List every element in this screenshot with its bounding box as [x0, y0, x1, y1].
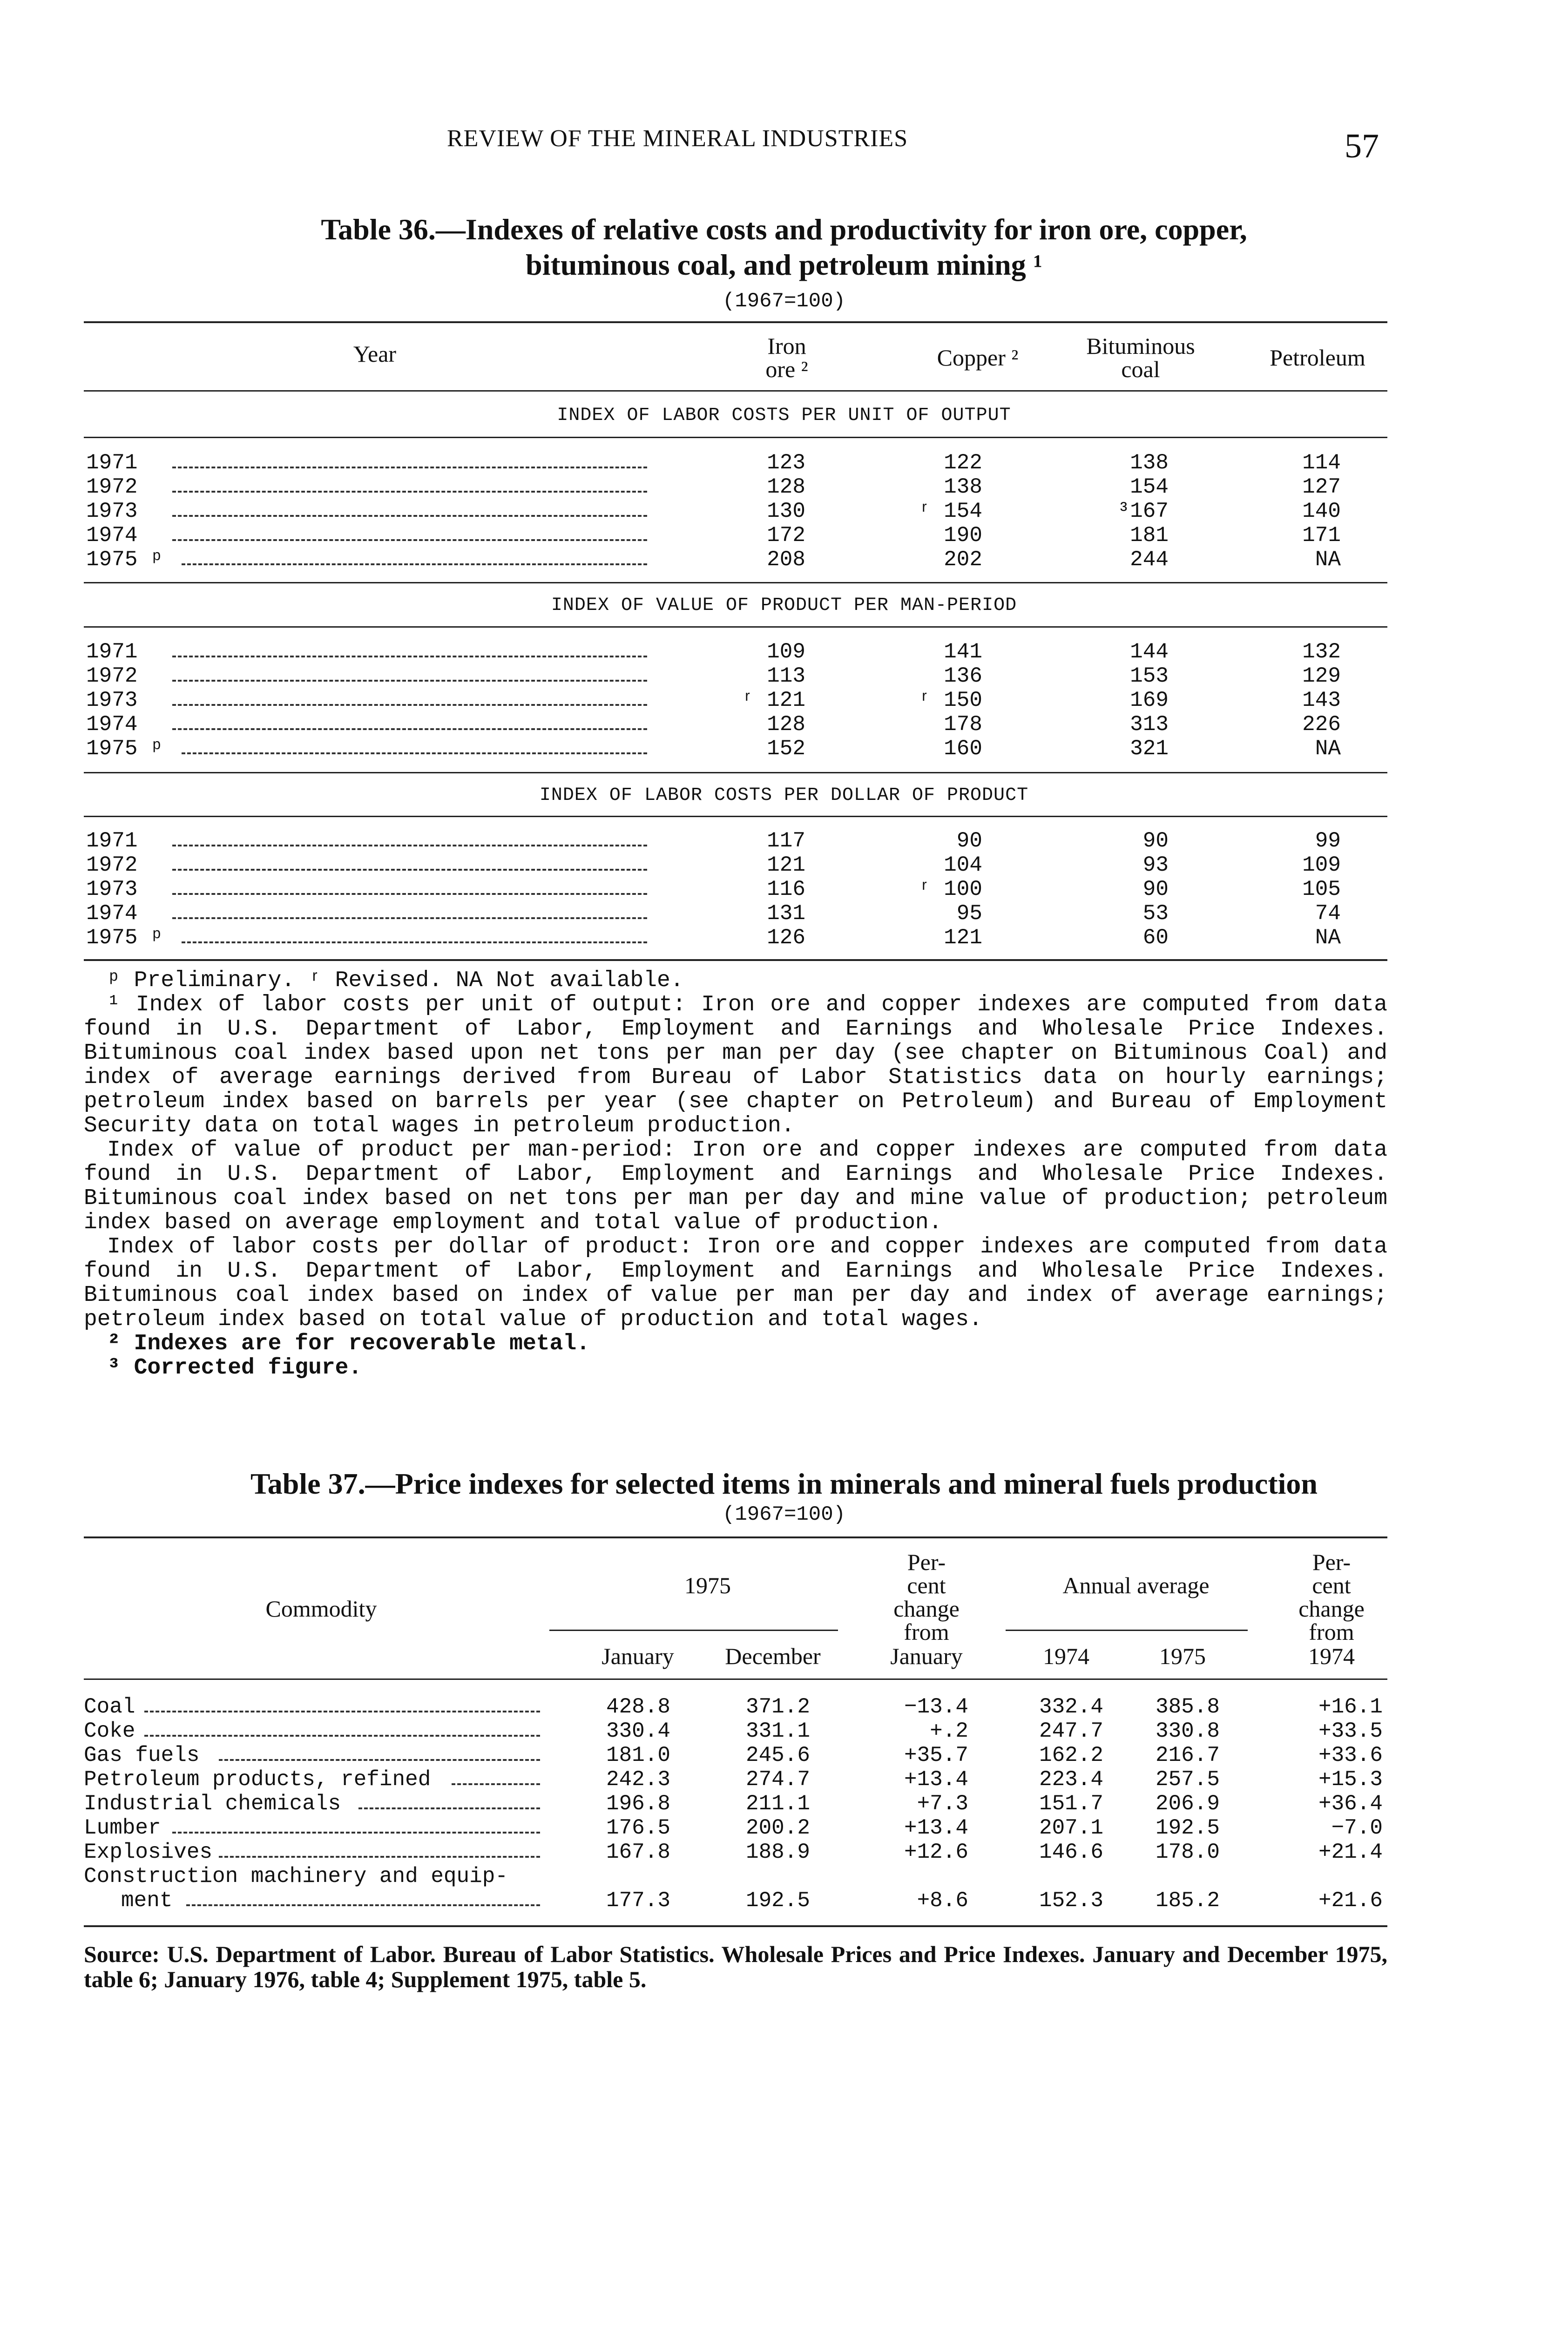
dot-leader: [172, 467, 647, 468]
copper-cell: 104: [944, 853, 982, 877]
dot-leader: [186, 1904, 540, 1906]
january-cell: 330.4: [606, 1719, 670, 1743]
december-cell: 371.2: [745, 1695, 810, 1719]
header-pct-line4: from: [904, 1619, 949, 1645]
year-cell: 1975 ᵖ: [86, 926, 163, 950]
iron-cell: 116: [767, 877, 805, 901]
year-cell: 1972: [86, 853, 138, 877]
section-rule: [84, 772, 1387, 773]
iron-cell: 130: [767, 499, 805, 523]
bituminous-cell: 93: [1142, 853, 1169, 877]
copper-cell: ʳ 150: [918, 688, 982, 712]
bituminous-cell: 90: [1142, 877, 1169, 901]
annual-1975-cell: 185.2: [1155, 1888, 1220, 1913]
december-cell: 331.1: [745, 1719, 810, 1743]
header-pct-line2: cent: [907, 1572, 946, 1598]
copper-cell: 178: [944, 712, 982, 737]
year-cell: 1971: [86, 640, 138, 664]
header-bituminous-line1: Bituminous: [1086, 333, 1195, 359]
annual-1975-cell: 385.8: [1155, 1695, 1220, 1719]
year-cell: 1975 ᵖ: [86, 737, 163, 761]
dot-leader: [182, 941, 647, 943]
copper-cell: 95: [956, 901, 982, 926]
year-cell: 1973: [86, 877, 138, 901]
table-36-base: (1967=100): [722, 290, 846, 313]
footnote-1: ¹ Index of labor costs per unit of output: Iron ore and copper indexes are computed from data found in U.S. Department of Labor, Employment and Earnings and Wholesale Price Indexes. Bituminous coal index based upon net tons per man per day (see chapter on Bituminous Coal) and index of average earnings derived from Bureau of Labor Statistics data on hourly earnings; petroleum index based on barrels per year (see chapter on Petroleum) and Bureau of Employment Security data on total wages in petroleum production.: [84, 992, 1387, 1138]
petroleum-cell: 109: [1302, 853, 1341, 877]
petroleum-cell: 129: [1302, 664, 1341, 688]
footnote-legend: ᵖ Preliminary. ʳ Revised. NA Not available.: [107, 968, 684, 993]
annual-1975-cell: 216.7: [1155, 1743, 1220, 1767]
pct-change-1974-cell: +21.4: [1318, 1840, 1383, 1864]
pct-change-cell: +7.3: [917, 1792, 968, 1816]
petroleum-cell: 114: [1302, 451, 1341, 475]
annual-1975-cell: 257.5: [1155, 1767, 1220, 1792]
pct-change-cell: −13.4: [904, 1695, 968, 1719]
header-iron-line2: ore ²: [765, 356, 808, 382]
copper-cell: 122: [944, 451, 982, 475]
header-december: December: [725, 1643, 821, 1669]
dot-leader: [219, 1759, 540, 1761]
petroleum-cell: NA: [1315, 926, 1341, 950]
pct-change-1974-cell: +15.3: [1318, 1767, 1383, 1792]
section-rule: [84, 582, 1387, 583]
bituminous-cell: 181: [1130, 523, 1169, 548]
december-cell: 211.1: [745, 1792, 810, 1816]
page-number: 57: [1345, 127, 1379, 165]
annual-1974-cell: 146.6: [1039, 1840, 1103, 1864]
year-cell: 1973: [86, 688, 138, 712]
table-36-footnotes: [84, 968, 1387, 1380]
header-iron-line1: Iron: [767, 333, 806, 359]
petroleum-cell: 105: [1302, 877, 1341, 901]
dot-leader: [172, 704, 647, 706]
copper-cell: 202: [944, 548, 982, 572]
header-pct2-line3: change: [1298, 1596, 1365, 1622]
dot-leader: [172, 845, 647, 846]
year-cell: 1972: [86, 664, 138, 688]
header-1975-rule: [549, 1630, 838, 1631]
december-cell: 274.7: [745, 1767, 810, 1792]
dot-leader: [144, 1735, 540, 1737]
bituminous-cell: 138: [1130, 451, 1169, 475]
commodity-cell-line2: ment: [121, 1888, 173, 1913]
bituminous-cell: 153: [1130, 664, 1169, 688]
annual-1974-cell: 152.3: [1039, 1888, 1103, 1913]
header-petroleum: Petroleum: [1270, 345, 1365, 371]
dot-leader: [144, 1711, 540, 1712]
dot-leader: [172, 1832, 540, 1834]
table-36-bottom-rule: [84, 959, 1387, 961]
iron-cell: 131: [767, 901, 805, 926]
header-january: January: [602, 1643, 674, 1669]
bituminous-cell: 169: [1130, 688, 1169, 712]
table-37-top-rule: [84, 1536, 1387, 1538]
commodity-cell: Coke: [84, 1719, 135, 1743]
pct-change-cell: +12.6: [904, 1840, 968, 1864]
dot-leader: [219, 1856, 540, 1858]
petroleum-cell: 140: [1302, 499, 1341, 523]
running-head: REVIEW OF THE MINERAL INDUSTRIES: [447, 125, 908, 152]
footnote-2: ² Indexes are for recoverable metal.: [107, 1331, 590, 1356]
petroleum-cell: 226: [1302, 712, 1341, 737]
annual-1974-cell: 207.1: [1039, 1816, 1103, 1840]
dot-leader: [172, 680, 647, 682]
table-36-title-line1: Table 36.—Indexes of relative costs and productivity for iron ore, copper,: [321, 213, 1247, 246]
december-cell: 188.9: [745, 1840, 810, 1864]
copper-cell: 141: [944, 640, 982, 664]
petroleum-cell: NA: [1315, 737, 1341, 761]
copper-cell: ʳ 100: [918, 877, 982, 901]
footnote-1-dollar: Index of labor costs per dollar of product: Iron ore and copper indexes are computed from data found in U.S. Department of Labor, Employment and Earnings and Wholesale Price Indexes. Bituminous coal index based on index of value per man per day and index of average earnings; petroleum index based on total value of production and total wages.: [84, 1234, 1387, 1332]
dot-leader: [452, 1783, 540, 1785]
petroleum-cell: 143: [1302, 688, 1341, 712]
petroleum-cell: 99: [1315, 829, 1341, 853]
petroleum-cell: NA: [1315, 548, 1341, 572]
commodity-cell-line1: Construction machinery and equip-: [84, 1864, 508, 1888]
copper-cell: ʳ 154: [918, 499, 982, 523]
copper-cell: 160: [944, 737, 982, 761]
annual-1975-cell: 330.8: [1155, 1719, 1220, 1743]
commodity-cell: Lumber: [84, 1816, 161, 1840]
table-37-base: (1967=100): [722, 1503, 846, 1526]
table-37-title: Table 37.—Price indexes for selected items in minerals and mineral fuels production: [250, 1467, 1318, 1500]
dot-leader: [172, 656, 647, 657]
pct-change-cell: +.2: [930, 1719, 968, 1743]
dot-leader: [172, 515, 647, 517]
year-cell: 1971: [86, 829, 138, 853]
header-pct2-line2: cent: [1312, 1572, 1351, 1598]
iron-cell: 121: [767, 853, 805, 877]
header-commodity: Commodity: [265, 1596, 377, 1622]
header-pct2-line4: from: [1309, 1619, 1354, 1645]
bituminous-cell: 154: [1130, 475, 1169, 499]
iron-cell: 113: [767, 664, 805, 688]
header-annual-average: Annual average: [1062, 1572, 1210, 1598]
copper-cell: 138: [944, 475, 982, 499]
pct-change-cell: +13.4: [904, 1816, 968, 1840]
year-cell: 1971: [86, 451, 138, 475]
section-title-labor-costs-unit: INDEX OF LABOR COSTS PER UNIT OF OUTPUT: [557, 405, 1011, 426]
pct-change-cell: +35.7: [904, 1743, 968, 1767]
year-cell: 1972: [86, 475, 138, 499]
footnote-3: ³ Corrected figure.: [107, 1355, 362, 1381]
annual-1974-cell: 151.7: [1039, 1792, 1103, 1816]
table-36-top-rule: [84, 321, 1387, 323]
annual-1975-cell: 192.5: [1155, 1816, 1220, 1840]
annual-1974-cell: 162.2: [1039, 1743, 1103, 1767]
january-cell: 242.3: [606, 1767, 670, 1792]
annual-1974-cell: 332.4: [1039, 1695, 1103, 1719]
header-annual-1974: 1974: [1043, 1643, 1089, 1669]
commodity-cell: Coal: [84, 1695, 135, 1719]
annual-1974-cell: 247.7: [1039, 1719, 1103, 1743]
pct-change-1974-cell: −7.0: [1331, 1816, 1383, 1840]
pct-change-1974-cell: +16.1: [1318, 1695, 1383, 1719]
dot-leader: [172, 917, 647, 919]
table-37-bottom-rule: [84, 1925, 1387, 1927]
iron-cell: ʳ 121: [741, 688, 805, 712]
dot-leader: [172, 893, 647, 895]
year-cell: 1974: [86, 712, 138, 737]
dot-leader: [182, 563, 647, 565]
copper-cell: 90: [956, 829, 982, 853]
header-pct2-line1: Per-: [1312, 1549, 1351, 1575]
december-cell: 245.6: [745, 1743, 810, 1767]
bituminous-cell: 313: [1130, 712, 1169, 737]
iron-cell: 109: [767, 640, 805, 664]
section-rule: [84, 626, 1387, 628]
copper-cell: 190: [944, 523, 982, 548]
iron-cell: 172: [767, 523, 805, 548]
january-cell: 428.8: [606, 1695, 670, 1719]
december-cell: 192.5: [745, 1888, 810, 1913]
commodity-cell: Gas fuels: [84, 1743, 200, 1767]
petroleum-cell: 74: [1315, 901, 1341, 926]
dot-leader: [182, 752, 647, 754]
header-annual-rule: [1006, 1630, 1248, 1631]
header-pct-line1: Per-: [907, 1549, 946, 1575]
december-cell: 200.2: [745, 1816, 810, 1840]
iron-cell: 208: [767, 548, 805, 572]
copper-cell: 136: [944, 664, 982, 688]
header-rule: [84, 1678, 1387, 1680]
dot-leader: [172, 539, 647, 541]
header-pct-line5: January: [890, 1643, 963, 1669]
section-rule: [84, 437, 1387, 438]
iron-cell: 123: [767, 451, 805, 475]
table-37-source: Source: U.S. Department of Labor. Bureau of Labor Statistics. Wholesale Prices and Price Indexes. January and December 1975, table 6; January 1976, table 4; Supplement 1975, table 5.: [84, 1941, 1387, 1992]
january-cell: 167.8: [606, 1840, 670, 1864]
pct-change-1974-cell: +36.4: [1318, 1792, 1383, 1816]
bituminous-cell: 321: [1130, 737, 1169, 761]
bituminous-cell: 90: [1142, 829, 1169, 853]
copper-cell: 121: [944, 926, 982, 950]
footnote-1-value: Index of value of product per man-period: Iron ore and copper indexes are computed from data found in U.S. Department of Labor, Employment and Earnings and Wholesale Price Indexes. Bituminous coal index based on net tons per man per day and mine value of production; petroleum index based on average employment and total value of production.: [84, 1137, 1387, 1235]
iron-cell: 126: [767, 926, 805, 950]
year-cell: 1974: [86, 901, 138, 926]
january-cell: 177.3: [606, 1888, 670, 1913]
bituminous-cell: 144: [1130, 640, 1169, 664]
pct-change-cell: +8.6: [917, 1888, 968, 1913]
january-cell: 196.8: [606, 1792, 670, 1816]
header-pct2-line5: 1974: [1308, 1643, 1355, 1669]
annual-1974-cell: 223.4: [1039, 1767, 1103, 1792]
year-cell: 1973: [86, 499, 138, 523]
iron-cell: 117: [767, 829, 805, 853]
bituminous-cell: 244: [1130, 548, 1169, 572]
iron-cell: 152: [767, 737, 805, 761]
commodity-cell: Explosives: [84, 1840, 213, 1864]
section-title-labor-costs-dollar: INDEX OF LABOR COSTS PER DOLLAR OF PRODUCT: [539, 785, 1029, 806]
january-cell: 176.5: [606, 1816, 670, 1840]
year-cell: 1975 ᵖ: [86, 548, 163, 572]
pct-change-1974-cell: +21.6: [1318, 1888, 1383, 1913]
bituminous-cell: 53: [1142, 901, 1169, 926]
year-cell: 1974: [86, 523, 138, 548]
iron-cell: 128: [767, 712, 805, 737]
dot-leader: [172, 728, 647, 730]
header-rule: [84, 390, 1387, 392]
dot-leader: [172, 869, 647, 871]
annual-1975-cell: 206.9: [1155, 1792, 1220, 1816]
iron-cell: 128: [767, 475, 805, 499]
dot-leader: [172, 491, 647, 493]
pct-change-1974-cell: +33.6: [1318, 1743, 1383, 1767]
petroleum-cell: 171: [1302, 523, 1341, 548]
dot-leader: [358, 1807, 540, 1809]
january-cell: 181.0: [606, 1743, 670, 1767]
section-title-value-product: INDEX OF VALUE OF PRODUCT PER MAN-PERIOD: [551, 595, 1017, 616]
pct-change-cell: +13.4: [904, 1767, 968, 1792]
header-copper: Copper ²: [937, 345, 1019, 371]
bituminous-cell: 60: [1142, 926, 1169, 950]
petroleum-cell: 132: [1302, 640, 1341, 664]
header-year: Year: [353, 341, 397, 367]
table-36-title-line2: bituminous coal, and petroleum mining ¹: [526, 248, 1042, 281]
header-bituminous-line2: coal: [1121, 356, 1160, 382]
petroleum-cell: 127: [1302, 475, 1341, 499]
annual-1975-cell: 178.0: [1155, 1840, 1220, 1864]
header-1975: 1975: [684, 1572, 731, 1598]
header-annual-1975: 1975: [1159, 1643, 1206, 1669]
bituminous-cell: ³167: [1117, 499, 1169, 523]
header-pct-line3: change: [893, 1596, 960, 1622]
commodity-cell: Petroleum products, refined: [84, 1767, 431, 1792]
pct-change-1974-cell: +33.5: [1318, 1719, 1383, 1743]
commodity-cell: Industrial chemicals: [84, 1792, 341, 1816]
section-rule: [84, 816, 1387, 817]
